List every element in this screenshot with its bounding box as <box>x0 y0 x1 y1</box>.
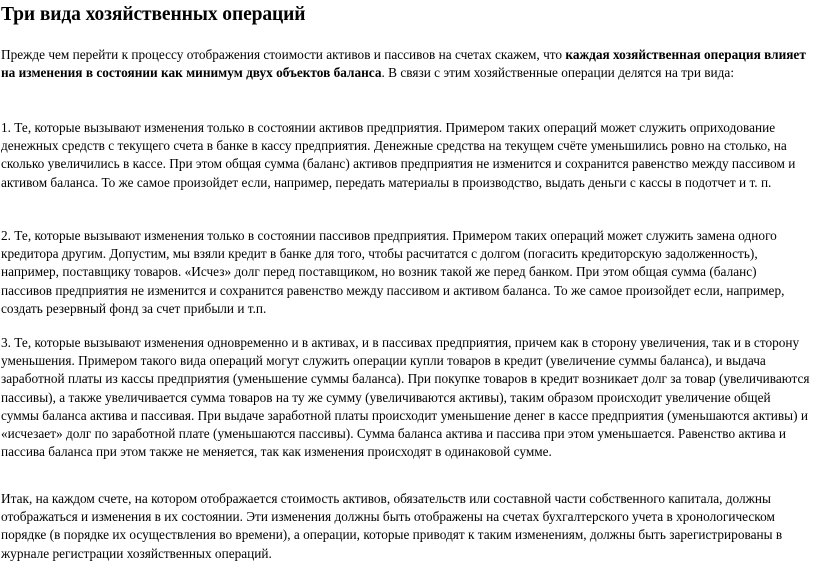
intro-text-after: . В связи с этим хозяйственные операции делятся на три вида: <box>381 65 735 81</box>
page-title: Три вида хозяйственных операций <box>1 4 306 25</box>
intro-text-before: Прежде чем перейти к процессу отображения стоимости активов и пассивов на счетах скажем, что <box>1 47 566 62</box>
operation-type-2-paragraph: 2. Те, которые вызывают изменения только в состоянии пассивов предприятия. Примером таких операций может служить замена одного кредитора другим. Допустим, мы взяли кредит в банке для того, чтобы расчитатся с долгом (погасить кредиторскую задолженность), например, поставщику товаров. «Исчез» долг перед поставщиком, но возник такой же перед банком. При этом общая сумма (баланс) пассивов предприятия не изменится и сохранится равенство между пассивом и активом баланса. То же самое произойдет если, например, создать резервный фонд за счет прибыли и т.п. <box>1 228 785 316</box>
intro-bold-statement: каждая хозяйственная операция влияет на изменения в состоянии как минимум двух объектов баланса <box>1 47 806 81</box>
conclusion-paragraph: Итак, на каждом счете, на котором отображается стоимость активов, обязательств или составной части собственного капитала, должны отображаться и изменения в их состоянии. Эти изменения должны быть отображены на счетах бухгалтерского учета в хронологическом порядке (в порядке их осуществления во времени), а операции, которые приводят к таким изменениям, должны быть зарегистрированы в журнале регистрации хозяйственных операций. <box>1 491 783 561</box>
intro-paragraph <box>1 46 810 82</box>
operation-type-1-paragraph: 1. Те, которые вызывают изменения только в состоянии активов предприятия. Примером таких операций может служить оприходование денежных средств с текущего счета в банке в кассу предприятия. Денежные средства на текущем счёте уменьшились ровно на столько, на сколько увеличились в кассе. При этом общая сумма (баланс) активов предприятия не изменится и сохранится равенство между пассивом и активом баланса. То же самое произойдет если, например, передать материалы в производство, выдать деньги с кассы в подотчет и т. п. <box>1 120 796 190</box>
operation-type-3-paragraph: 3. Те, которые вызывают изменения одновременно и в активах, и в пассивах предприятия, причем как в сторону увеличения, так и в сторону уменьшения. Примером такого вида операций могут служить операции купли товаров в кредит (увеличение суммы баланса), и выдача заработной платы из кассы предприятия (уменьшение суммы баланса). При покупке товаров в кредит возникает долг за товар (увеличиваются пассивы), а также увеличивается сумма товаров на ту же сумму (увеличиваются активы), таким образом происходит увеличение общей суммы баланса актива и пассивая. При выдаче заработной платы происходит уменьшение денег в кассе предприятия (уменьшаются активы) и «исчезает» долг по заработной плате (уменьшаются пассивы). Сумма баланса актива и пассива при этом уменьшается. Равенство актива и пассива баланса при этом также не меняется, так как изменения происходят в одинаковой сумме. <box>1 335 810 460</box>
